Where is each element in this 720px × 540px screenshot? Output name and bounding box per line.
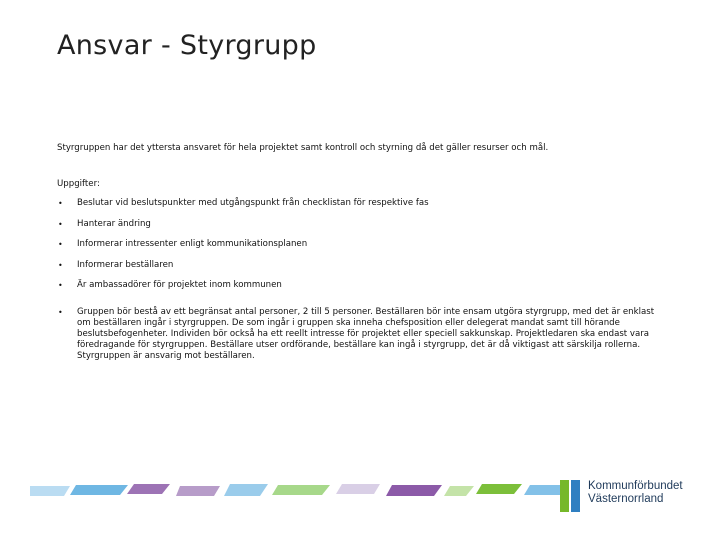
task-item: • Informerar intressenter enligt kommunikationsplanen <box>57 239 667 250</box>
logo-line-2: Västernorrland <box>588 493 664 505</box>
task-item: • Beslutar vid beslutspunkter med utgångspunkt från checklistan för respektive fas <box>57 198 667 209</box>
logo-mark-icon <box>560 480 584 512</box>
task-item: • Informerar beställaren <box>57 260 667 271</box>
task-list <box>57 198 667 291</box>
slide-body <box>57 143 667 362</box>
composition-paragraph: • Gruppen bör bestå av ett begränsat antal personer, 2 till 5 personer. Beställaren bör inte ensam utgöra styrgrupp, med det är enklast om beställaren ingår i styrgruppen. De som ingår i gruppen ska inneha chefsposition eller delegerat mandat samt till hörande beslutsbefogenheter. Individen bör också ha ett reellt intresse för projektet eller speciell sakkunskap. Projektledaren ska endast vara föredragande för styrgruppen. Beställare utser ordförande, beställare kan ingå i styrgrupp, det är då viktigast att särskilja rollerna. Styrgruppen är ansvarig mot beställaren. <box>57 307 667 362</box>
intro-text: Styrgruppen har det yttersta ansvaret för hela projektet samt kontroll och styrning då det gäller resurser och mål. <box>57 143 549 153</box>
organization-logo <box>560 478 710 514</box>
task-item: • Är ambassadörer för projektet inom kommunen <box>57 280 667 291</box>
logo-line-1: Kommunförbundet <box>588 480 683 492</box>
slide-title: Ansvar - Styrgrupp <box>57 30 317 61</box>
logo-wordmark <box>588 480 683 506</box>
tasks-heading: Uppgifter: <box>57 179 100 189</box>
decorative-color-band <box>30 484 560 496</box>
task-item: • Hanterar ändring <box>57 219 667 230</box>
